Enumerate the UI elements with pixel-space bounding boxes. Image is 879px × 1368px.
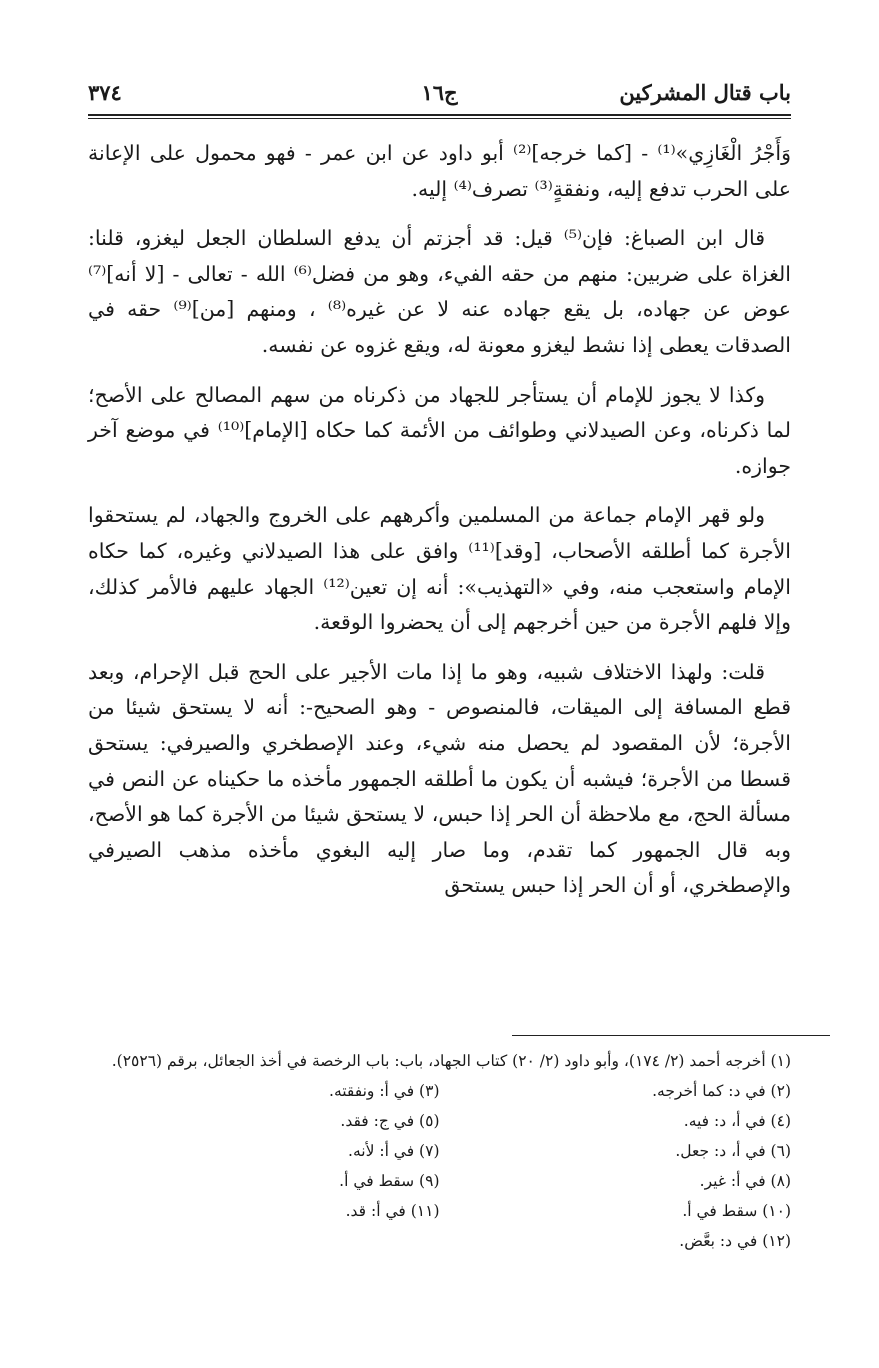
footnote-separator (512, 1035, 830, 1036)
paragraph: وَأَجْرُ الْغَازِي»⁽¹⁾ - [كما خرجه]⁽²⁾ أبو داود عن ابن عمر - فهو محمول على الإعانة على الحرب تدفع إليه، ونفقةٍ⁽³⁾ تصرف⁽⁴⁾ إليه. (88, 141, 792, 201)
paragraph: ولو قهر الإمام جماعة من المسلمين وأكرههم على الخروج والجهاد، لم يستحقوا الأجرة كما أطلقه الأصحاب، [وقد]⁽¹¹⁾ وافق على هذا الصيدلاني وغيره، كما حكاه الإمام واستعجب منه، وفي «التهذيب»: أنه إن تعين⁽¹²⁾ الجهاد عليهم فالأمر كذلك، وإلا فلهم الأجرة من حين أخرجهم إلى أن يحضروا الوقعة. (88, 503, 792, 635)
paragraph: قلت: ولهذا الاختلاف شبيه، وهو ما إذا مات الأجير على الحج قبل الإحرام، وبعد قطع المسافة إلى الميقات، فالمنصوص - وهو الصحيح-: أنه لا يستحق شيئا من الأجرة؛ لأن المقصود لم يحصل منه شيء، وعند الإصطخري والصيرفي: يستحق قسطا من الأجرة؛ فيشبه أن يكون ما أطلقه الجمهور مأخذه ما حكيناه عن النص في مسألة الحج، مع ملاحظة أن الحر إذا حبس، لا يستحق شيئا من الأجرة كما هو الأصح، وبه قال الجمهور كما تقدم، وما صار إليه البغوي مأخذه مذهب الصيرفي والإصطخري، أو أن الحر إذا حبس يستحق (88, 659, 791, 898)
footnote-grid (88, 1076, 791, 1256)
footnotes (88, 1046, 791, 1256)
header-rule (88, 114, 791, 116)
chapter-title: باب قتال المشركين (619, 80, 791, 105)
main-text (88, 136, 791, 918)
footnote: (٦) في أ، د: جعل. (675, 1142, 791, 1160)
footnote: (٥) في ج: فقد. (340, 1112, 440, 1130)
footnote: (١٢) في د: بعَّض. (679, 1232, 791, 1250)
page-number: ٣٧٤ (88, 80, 122, 105)
footnote: (١) أخرجه أحمد (٢/ ١٧٤)، وأبو داود (٢/ ٢٠) كتاب الجهاد، باب: باب الرخصة في أخذ الجعائل، برقم (٢٥٢٦). (111, 1052, 791, 1070)
footnote: (٣) في أ: ونفقته. (329, 1082, 440, 1100)
footnote: (٨) في أ: غير. (699, 1172, 791, 1190)
header-rule-thin (88, 118, 791, 119)
volume-label: ج١٦ (421, 80, 458, 105)
footnote: (٤) في أ، د: فيه. (683, 1112, 791, 1130)
paragraph: قال ابن الصباغ: فإن⁽⁵⁾ قيل: قد أجزتم أن يدفع السلطان الجعل ليغزو، قلنا: الغزاة على ضربين: منهم من حقه الفيء، وهو من فضل⁽⁶⁾ الله - تعالى - [لا أنه]⁽⁷⁾ عوض عن جهاده، بل يقع جهاده عنه لا عن غيره⁽⁸⁾ ، ومنهم [من]⁽⁹⁾ حقه في الصدقات يعطى إذا نشط ليغزو معونة له، ويقع غزوه عن نفسه. (88, 226, 791, 357)
footnote: (٢) في د: كما أخرجه. (652, 1082, 791, 1100)
footnote: (١١) في أ: قد. (345, 1202, 440, 1220)
footnote: (٧) في أ: لأنه. (348, 1142, 440, 1160)
footnote: (١٠) سقط في أ. (682, 1202, 791, 1220)
paragraph: وكذا لا يجوز للإمام أن يستأجر للجهاد من ذكرناه من سهم المصالح على الأصح؛ لما ذكرناه، وعن الصيدلاني وطوائف من الأئمة كما حكاه [الإمام]⁽¹⁰⁾ في موضع آخر جوازه. (88, 382, 791, 478)
page-header (88, 80, 791, 110)
footnote: (٩) سقط في أ. (339, 1172, 440, 1190)
